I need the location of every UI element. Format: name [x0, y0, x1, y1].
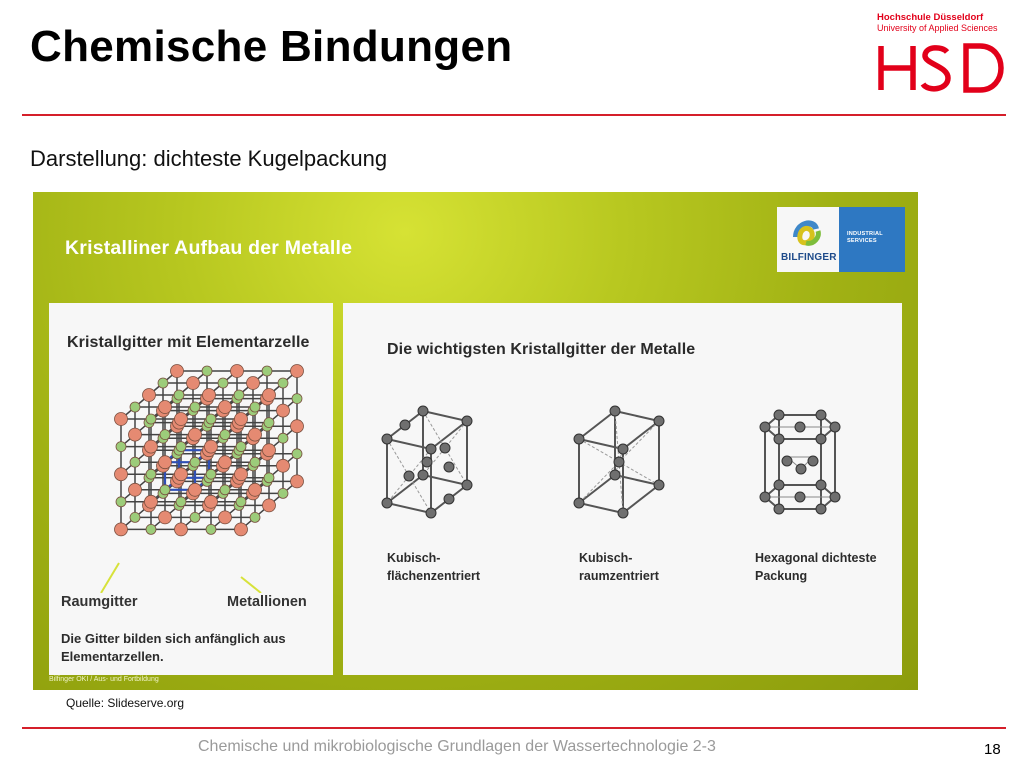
metal-ion-large — [291, 475, 304, 488]
metal-ion-large — [249, 428, 262, 441]
metal-ion-large — [189, 428, 202, 441]
metal-ion-large — [235, 468, 248, 481]
metal-ion-small — [130, 512, 140, 522]
page-number: 18 — [984, 741, 1001, 758]
metal-ion-large — [145, 495, 158, 508]
left-panel-heading: Kristallgitter mit Elementarzelle — [67, 334, 310, 351]
metal-ion-large — [291, 420, 304, 433]
metal-ion-large — [291, 365, 304, 378]
metal-ion-large — [263, 444, 276, 457]
metal-ion-small — [160, 430, 170, 440]
hsd-logo — [876, 42, 1012, 94]
metal-ion-small — [220, 485, 230, 495]
university-name: Hochschule Düsseldorf — [877, 12, 984, 23]
metal-ion-small — [206, 469, 216, 479]
metal-ion-small — [190, 457, 200, 467]
metal-ion-small — [250, 457, 260, 467]
metal-ion-small — [278, 378, 288, 388]
metal-ion-large — [263, 389, 276, 402]
metal-ion-large — [203, 389, 216, 402]
bilfinger-mark-icon — [790, 215, 824, 249]
caption-hcp: Hexagonal dichteste Packung — [755, 551, 877, 583]
metal-ion-large — [115, 468, 128, 481]
metal-ion-small — [130, 457, 140, 467]
metal-ion-small — [190, 512, 200, 522]
metal-ion-small — [292, 394, 302, 404]
metal-ion-large — [235, 413, 248, 426]
metal-ion-small — [116, 497, 126, 507]
metal-ion-small — [146, 414, 156, 424]
metal-ion-large — [231, 365, 244, 378]
lattice-diagram — [49, 363, 333, 593]
metal-ion-large — [159, 456, 172, 469]
metal-ion-small — [176, 442, 186, 452]
caption-bcc: Kubisch- raumzentriert — [579, 551, 659, 583]
brand-division-block — [839, 207, 905, 272]
metal-ion-small — [278, 488, 288, 498]
metal-ion-small — [202, 366, 212, 376]
brand-division-line2: SERVICES — [847, 238, 877, 244]
metal-ion-large — [159, 401, 172, 414]
metal-ion-large — [219, 456, 232, 469]
left-panel-caption: Die Gitter bilden sich anfänglich aus Elementarzellen. — [61, 631, 286, 664]
metal-ion-large — [143, 389, 156, 402]
header-divider — [22, 114, 1006, 116]
bcc-lattice-diagram — [569, 401, 689, 521]
metal-ion-small — [158, 378, 168, 388]
metal-ion-large — [115, 413, 128, 426]
metal-ion-small — [234, 390, 244, 400]
metal-ion-small — [264, 473, 274, 483]
embedded-slide-image — [33, 192, 918, 690]
metal-ion-large — [145, 440, 158, 453]
metal-ion-large — [129, 483, 142, 496]
right-panel — [343, 303, 902, 675]
footer-divider — [22, 727, 1006, 729]
metal-ion-large — [171, 365, 184, 378]
metal-ion-large — [249, 483, 262, 496]
metal-ion-small — [116, 442, 126, 452]
metal-ion-small — [174, 390, 184, 400]
metal-ion-large — [219, 511, 232, 524]
metal-ion-large — [263, 499, 276, 512]
footer-course-title: Chemische und mikrobiologische Grundlagen der Wassertechnologie 2-3 — [198, 738, 716, 755]
metal-ion-large — [159, 511, 172, 524]
metal-ion-large — [187, 377, 200, 390]
metal-ion-large — [175, 523, 188, 536]
label-metallionen: Metallionen — [227, 594, 307, 610]
right-panel-heading: Die wichtigsten Kristallgitter der Metalle — [387, 341, 696, 358]
metal-ion-large — [115, 523, 128, 536]
university-name-en: University of Applied Sciences — [877, 23, 998, 33]
metal-ion-small — [278, 433, 288, 443]
metal-ion-large — [189, 483, 202, 496]
metal-ion-small — [160, 485, 170, 495]
source-citation: Quelle: Slideserve.org — [66, 696, 185, 710]
slide-title: Chemische Bindungen — [30, 22, 513, 71]
metal-ion-small — [206, 524, 216, 534]
metal-ion-small — [220, 430, 230, 440]
brand-division — [847, 231, 883, 245]
slide-subtitle: Darstellung: dichteste Kugelpackung — [30, 146, 388, 171]
embedded-slide-banner: Kristalliner Aufbau der Metalle — [65, 237, 353, 259]
metal-ion-large — [205, 440, 218, 453]
metal-ion-small — [292, 449, 302, 459]
metal-ion-small — [264, 418, 274, 428]
left-panel — [49, 303, 333, 675]
metal-ion-small — [206, 414, 216, 424]
metal-ion-small — [262, 366, 272, 376]
fcc-lattice-diagram — [377, 401, 497, 521]
metal-ion-small — [250, 402, 260, 412]
metal-ion-small — [236, 497, 246, 507]
brand-division-line1: INDUSTRIAL — [847, 231, 883, 237]
metal-ion-small — [146, 524, 156, 534]
metal-ion-large — [277, 404, 290, 417]
metal-ion-small — [176, 497, 186, 507]
metal-ion-small — [236, 442, 246, 452]
metal-ion-large — [247, 377, 260, 390]
metal-ion-large — [205, 495, 218, 508]
embedded-slide-footnote: Bilfinger OKI / Aus- und Fortbildung — [49, 676, 159, 683]
brand-name: BILFINGER — [781, 252, 837, 263]
metal-ion-large — [175, 413, 188, 426]
metal-ion-small — [250, 512, 260, 522]
metal-ion-large — [277, 459, 290, 472]
metal-ion-large — [175, 468, 188, 481]
metal-ion-small — [218, 378, 228, 388]
metal-ion-large — [235, 523, 248, 536]
bilfinger-logo — [777, 207, 905, 272]
hcp-lattice-diagram — [753, 401, 873, 521]
label-raumgitter: Raumgitter — [61, 594, 138, 610]
metal-ion-small — [190, 402, 200, 412]
metal-ion-small — [130, 402, 140, 412]
caption-fcc: Kubisch- flächenzentriert — [387, 551, 481, 583]
metal-ion-large — [129, 428, 142, 441]
metal-ion-large — [219, 401, 232, 414]
metal-ion-small — [146, 469, 156, 479]
